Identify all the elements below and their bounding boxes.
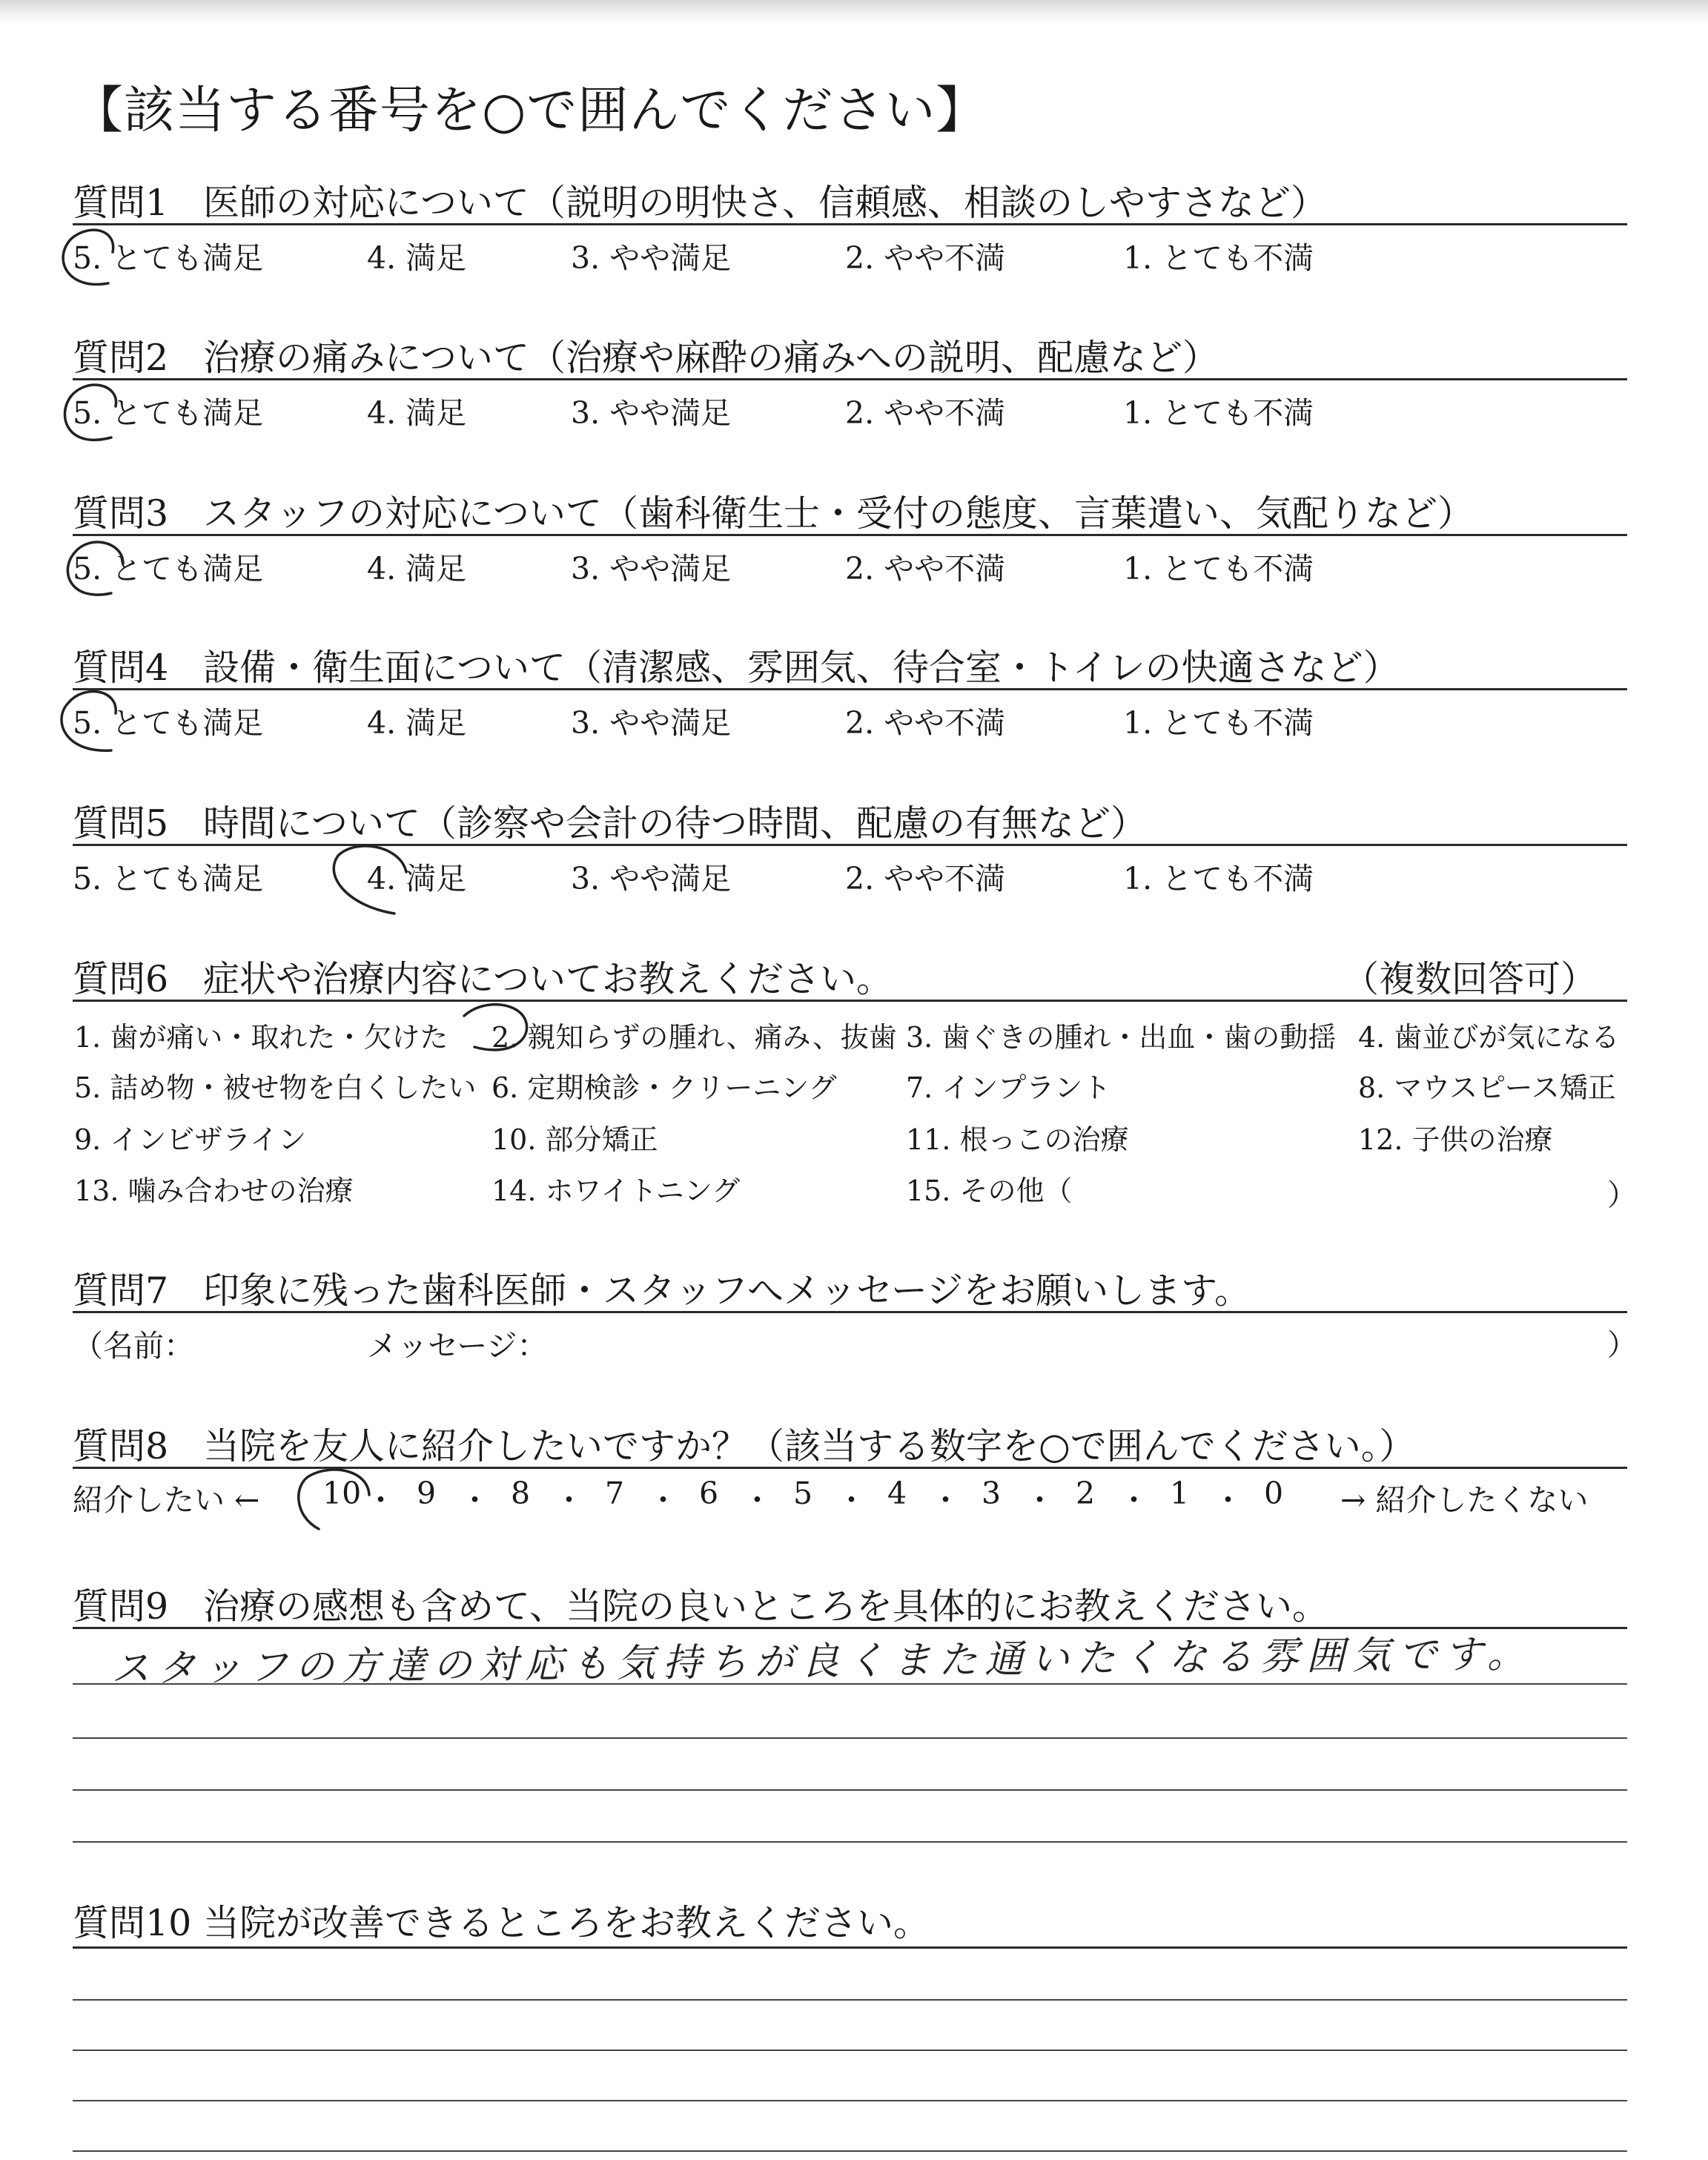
q9-heading <box>73 1578 1328 1630</box>
q8-separator: ・ <box>930 1482 961 1518</box>
q7-close-paren: ） <box>1607 1328 1637 1362</box>
form-title: 【該当する番号を○で囲んでください】 <box>73 82 987 140</box>
q6-rule <box>73 1000 1627 1002</box>
q6-multiple-note: （複数回答可） <box>1342 958 1597 1000</box>
q5-option-2[interactable]: 2. やや不満 <box>845 861 1006 896</box>
q7-name-label: （名前： <box>73 1328 194 1364</box>
q8-scale-0[interactable]: 0 <box>1264 1476 1284 1511</box>
q8-scale-1[interactable]: 1 <box>1170 1476 1190 1511</box>
q5-heading <box>73 795 1147 847</box>
q1-option-5[interactable]: 5. とても満足 <box>73 240 264 276</box>
q4-option-1[interactable]: 1. とても不満 <box>1123 705 1314 741</box>
q5-option-1[interactable]: 1. とても不満 <box>1123 861 1314 896</box>
q6-option-12[interactable]: 12. 子供の治療 <box>1358 1123 1553 1156</box>
q8-scale-10[interactable]: 10 <box>322 1476 362 1511</box>
q1-text: 医師の対応について（説明の明快さ、信頼感、相談のしやすさなど） <box>203 182 1328 224</box>
q4-number: 質問4 <box>73 647 169 689</box>
q8-number: 質問8 <box>73 1425 169 1467</box>
q8-scale-2[interactable]: 2 <box>1076 1476 1096 1511</box>
q8-separator: ・ <box>365 1482 396 1518</box>
q8-left-label: 紹介したい ← <box>73 1482 260 1518</box>
q3-heading <box>73 485 1474 537</box>
q10-text: 当院が改善できるところをお教えください。 <box>203 1902 930 1944</box>
q3-option-3[interactable]: 3. やや満足 <box>571 551 732 587</box>
q8-scale-5[interactable]: 5 <box>793 1476 813 1511</box>
q8-scale-9[interactable]: 9 <box>417 1476 437 1511</box>
q8-separator: ・ <box>742 1482 772 1518</box>
q6-option-5[interactable]: 5. 詰め物・被せ物を白くしたい <box>74 1071 477 1104</box>
q1-heading <box>73 174 1327 226</box>
q1-rule <box>73 223 1627 225</box>
q9-text: 治療の感想も含めて、当院の良いところを具体的にお教えください。 <box>203 1585 1329 1628</box>
q6-option-15[interactable]: 15. その他（ <box>906 1175 1073 1207</box>
q8-heading <box>73 1418 1415 1470</box>
answer-line <box>73 2100 1627 2101</box>
q6-option-2[interactable]: 2. 親知らずの腫れ、痛み、抜歯 <box>491 1021 897 1054</box>
q3-text: スタッフの対応について（歯科衛生士・受付の態度、言葉遣い、気配りなど） <box>203 492 1474 535</box>
q5-option-4[interactable]: 4. 満足 <box>367 861 467 896</box>
q2-option-5[interactable]: 5. とても満足 <box>73 395 264 431</box>
q5-option-5[interactable]: 5. とても満足 <box>73 861 264 896</box>
q8-separator: ・ <box>554 1482 584 1518</box>
q2-number: 質問2 <box>73 337 169 379</box>
answer-line <box>73 1999 1627 2001</box>
q5-number: 質問5 <box>73 802 169 845</box>
q6-option-11[interactable]: 11. 根っこの治療 <box>906 1123 1129 1156</box>
q10-heading <box>73 1895 930 1946</box>
q1-option-3[interactable]: 3. やや満足 <box>571 240 732 276</box>
answer-line <box>73 2150 1627 2152</box>
answer-line <box>73 1683 1627 1685</box>
scan-edge <box>0 0 1708 25</box>
q5-rule <box>73 844 1627 846</box>
q8-scale-8[interactable]: 8 <box>511 1476 531 1511</box>
q8-scale-4[interactable]: 4 <box>887 1476 907 1511</box>
q7-message-label: メッセージ： <box>367 1328 548 1364</box>
q6-option-1[interactable]: 1. 歯が痛い・取れた・欠けた <box>74 1021 448 1054</box>
q6-option-8[interactable]: 8. マウスピース矯正 <box>1358 1071 1616 1104</box>
q8-scale-6[interactable]: 6 <box>699 1476 719 1511</box>
q8-rule <box>73 1467 1627 1469</box>
q7-text: 印象に残った歯科医師・スタッフへメッセージをお願いします。 <box>203 1269 1251 1312</box>
q2-text: 治療の痛みについて（治療や麻酔の痛みへの説明、配慮など） <box>203 337 1219 379</box>
q6-option-3[interactable]: 3. 歯ぐきの腫れ・出血・歯の動揺 <box>906 1021 1337 1054</box>
q3-option-5[interactable]: 5. とても満足 <box>73 551 264 587</box>
q6-option-13[interactable]: 13. 噛み合わせの治療 <box>74 1175 354 1207</box>
answer-line <box>73 1841 1627 1843</box>
q1-option-4[interactable]: 4. 満足 <box>367 240 467 276</box>
q3-number: 質問3 <box>73 492 169 535</box>
q2-option-4[interactable]: 4. 満足 <box>367 395 467 431</box>
q10-number: 質問10 <box>73 1902 192 1944</box>
q8-separator: ・ <box>1119 1482 1149 1518</box>
q2-rule <box>73 378 1627 380</box>
q8-separator: ・ <box>1213 1482 1243 1518</box>
q6-heading <box>73 951 893 1003</box>
q6-option-7[interactable]: 7. インプラント <box>906 1071 1111 1104</box>
q3-option-2[interactable]: 2. やや不満 <box>845 551 1006 587</box>
q5-text: 時間について（診察や会計の待つ時間、配慮の有無など） <box>203 802 1148 845</box>
q8-scale-7[interactable]: 7 <box>605 1476 625 1511</box>
q6-option-6[interactable]: 6. 定期検診・クリーニング <box>491 1071 837 1104</box>
q3-option-1[interactable]: 1. とても不満 <box>1123 551 1314 587</box>
q6-number: 質問6 <box>73 958 169 1000</box>
q2-heading <box>73 329 1219 381</box>
q6-option-14[interactable]: 14. ホワイトニング <box>491 1175 741 1207</box>
q8-text: 当院を友人に紹介したいですか？（該当する数字を○で囲んでください。） <box>203 1425 1416 1467</box>
q1-option-2[interactable]: 2. やや不満 <box>845 240 1006 276</box>
q8-separator: ・ <box>1025 1482 1055 1518</box>
q7-number: 質問7 <box>73 1269 169 1312</box>
q9-number: 質問9 <box>73 1585 169 1628</box>
q2-option-2[interactable]: 2. やや不満 <box>845 395 1006 431</box>
q8-separator: ・ <box>836 1482 867 1518</box>
q6-option-4[interactable]: 4. 歯並びが気になる <box>1358 1021 1620 1054</box>
q2-option-1[interactable]: 1. とても不満 <box>1123 395 1314 431</box>
q7-heading <box>73 1262 1251 1314</box>
q4-heading <box>73 639 1400 691</box>
q8-right-label: → 紹介したくない <box>1340 1482 1589 1518</box>
q8-scale-3[interactable]: 3 <box>982 1476 1002 1511</box>
q2-option-3[interactable]: 3. やや満足 <box>571 395 732 431</box>
q1-number: 質問1 <box>73 182 169 224</box>
q7-rule <box>73 1311 1627 1313</box>
q6-text: 症状や治療内容についてお教えください。 <box>203 958 893 1000</box>
q4-option-5[interactable]: 5. とても満足 <box>73 705 264 741</box>
q5-option-3[interactable]: 3. やや満足 <box>571 861 732 896</box>
q4-text: 設備・衛生面について（清潔感、雰囲気、待合室・トイレの快適さなど） <box>203 647 1400 689</box>
q8-separator: ・ <box>460 1482 490 1518</box>
q6-option-10[interactable]: 10. 部分矯正 <box>491 1123 658 1156</box>
q4-option-3[interactable]: 3. やや満足 <box>571 705 732 741</box>
q8-separator: ・ <box>648 1482 678 1518</box>
q6-close-paren: ） <box>1607 1178 1637 1212</box>
q3-option-4[interactable]: 4. 満足 <box>367 551 467 587</box>
answer-line <box>73 1737 1627 1739</box>
answer-line <box>73 2050 1627 2051</box>
q1-option-1[interactable]: 1. とても不満 <box>1123 240 1314 276</box>
q4-rule <box>73 688 1627 690</box>
q4-option-2[interactable]: 2. やや不満 <box>845 705 1006 741</box>
q9-handwritten-answer: スタッフの方達の対応も気持ちが良くまた通いたくなる雰囲気です。 <box>110 1631 1534 1692</box>
q3-rule <box>73 534 1627 536</box>
q4-option-4[interactable]: 4. 満足 <box>367 705 467 741</box>
q10-rule <box>73 1946 1627 1949</box>
q6-option-9[interactable]: 9. インビザライン <box>74 1123 307 1156</box>
answer-line <box>73 1789 1627 1791</box>
